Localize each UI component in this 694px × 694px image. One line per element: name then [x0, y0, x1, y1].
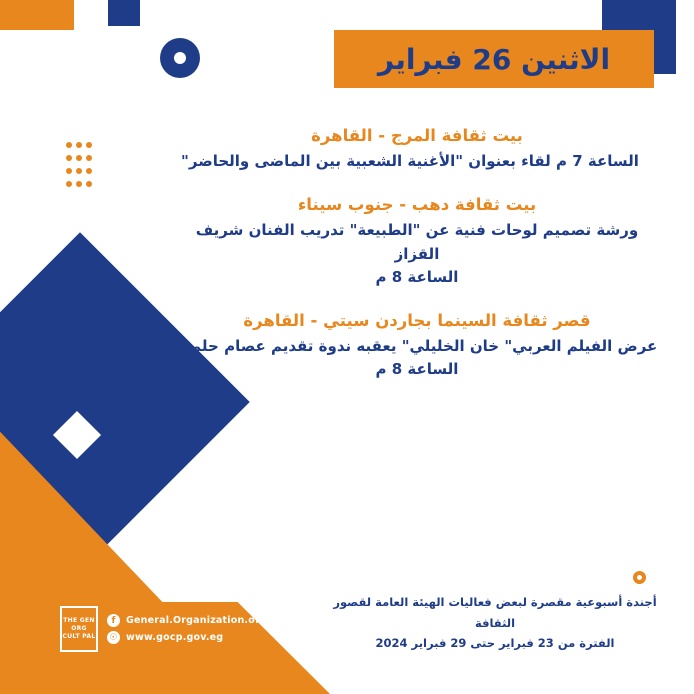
event-venue: بيت ثقافة دهب - جنوب سيناء: [297, 195, 537, 215]
facebook-icon: f: [107, 614, 120, 627]
event-description-row: [176, 150, 658, 173]
decor-top-left-orange-block: [0, 0, 74, 30]
event-venue: قصر ثقافة السينما بجاردن سيتي - القاهرة: [243, 311, 591, 330]
date-banner-label: الاثنين 26 فبراير: [377, 42, 611, 76]
website-link[interactable]: [107, 631, 349, 644]
footer-note-line1: أجندة أسبوعية مقصرة لبعض فعاليات الهيئة العامة لقصور الثقافة: [333, 594, 657, 630]
event-item: [176, 311, 658, 382]
decor-top-navy-block: [108, 0, 140, 26]
event-time: الساعة 8 م: [375, 267, 459, 286]
date-banner: [334, 30, 654, 88]
facebook-label: General.Organization.of.Culture.Palaces: [126, 615, 350, 626]
event-details: عرض الفيلم العربي" خان الخليلي" يعقبه ندوة تقديم عصام حلمي: [176, 337, 658, 355]
footer-note: [330, 592, 660, 654]
social-links: [107, 614, 349, 644]
event-time: الساعة 8 م: [375, 360, 459, 379]
globe-icon: ☉: [107, 631, 120, 644]
event-time: الساعة 7 م: [556, 152, 639, 170]
event-details: لقاء بعنوان "الأغنية الشعبية بين الماضى والحاضر": [181, 152, 551, 170]
event-item: [176, 126, 658, 173]
organization-logo: THE GEN ORG CULT PAL: [60, 606, 98, 652]
event-item: [176, 195, 658, 289]
footer-branding: [60, 606, 349, 652]
events-list: [176, 126, 658, 404]
event-details: ورشة تصميم لوحات فنية عن "الطبيعة" تدريب الفنان شريف القزاز: [195, 221, 639, 263]
facebook-link[interactable]: [107, 614, 349, 627]
event-venue: بيت ثقافة المرج - القاهرة: [311, 126, 523, 145]
circle-logo-icon: [160, 38, 200, 78]
footer-note-line2: الفترة من 23 فبراير حتى 29 فبراير 2024: [375, 636, 615, 651]
website-label: www.gocp.gov.eg: [126, 632, 224, 643]
decor-bottom-right-dot: [633, 571, 646, 584]
decor-dot-grid: [62, 142, 92, 194]
